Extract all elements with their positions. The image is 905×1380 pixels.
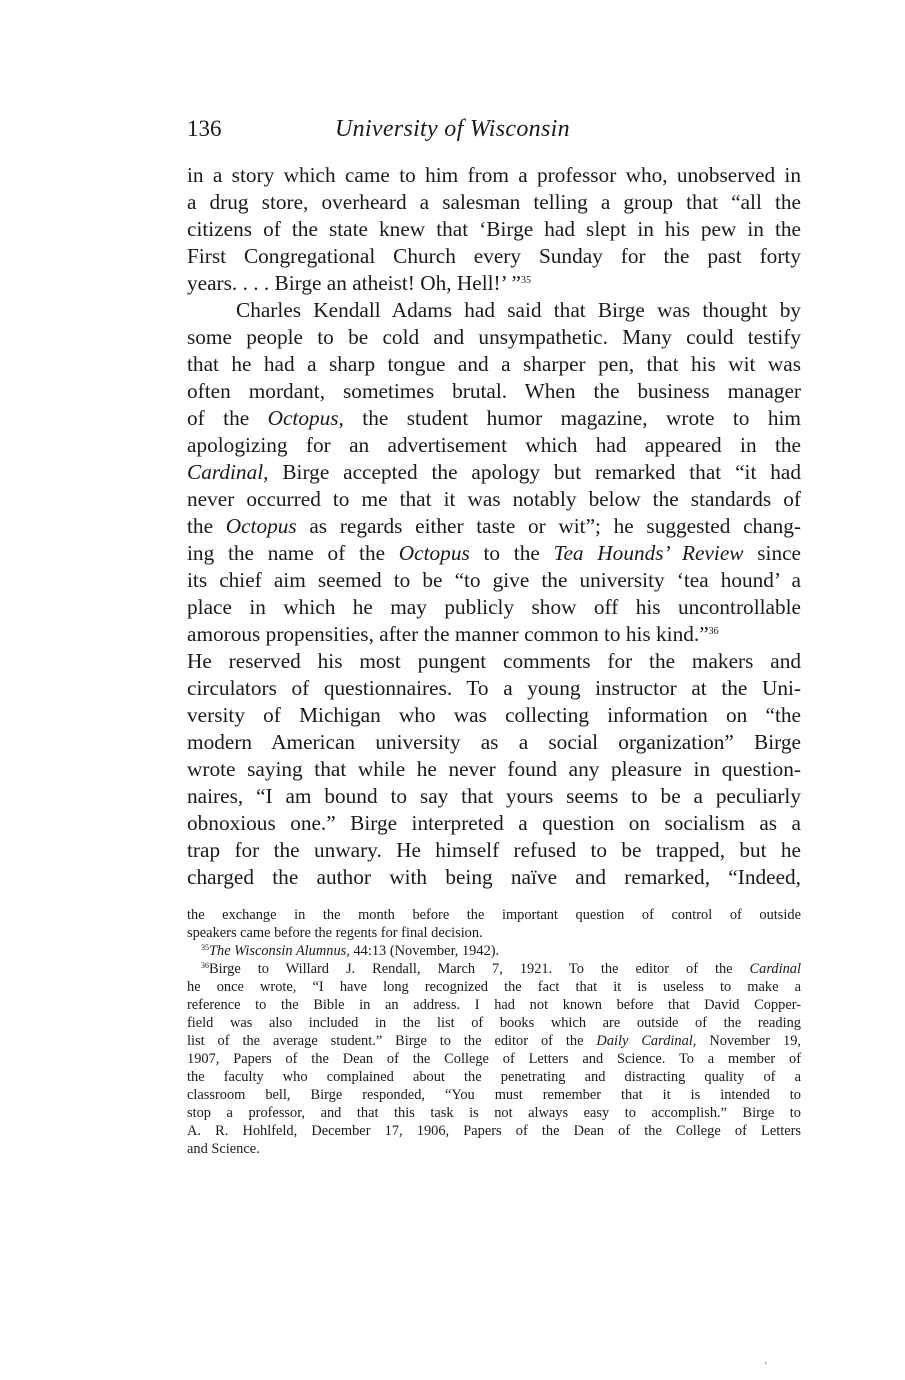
body-line: obnoxious one.” Birge interpreted a question on socialism as a [187,811,801,835]
body-line: of the Octopus, the student humor magazine, wrote to him [187,406,801,430]
footnote-35: $^{35}$The Wisconsin Alumnus, 44:13 (November, 1942). [201,943,500,959]
running-header [187,116,801,150]
body-line: wrote saying that while he never found any pleasure in question- [187,757,801,781]
body-line: Cardinal, Birge accepted the apology but remarked that “it had [187,460,801,484]
body-line: a drug store, overheard a salesman telling a group that “all the [187,190,801,214]
footnote-line: classroom bell, Birge responded, “You must remember that it is intended to [187,1087,801,1103]
body-line: never occurred to me that it was notably below the standards of [187,487,801,511]
footnote-line: and Science. [187,1141,260,1157]
footnote-line: stop a professor, and that this task is not always easy to accomplish.” Birge to [187,1105,801,1121]
footnote-ref: 36 [708,626,719,637]
page-mark: ' [765,1361,767,1372]
body-line: years. . . . Birge an atheist! Oh, Hell!’ ”$^{35}$ [187,271,531,295]
footnote-36: $^{36}$Birge to Willard J. Rendall, March 7, 1921. To the editor of the Cardinal [201,961,801,977]
body-line: versity of Michigan who was collecting information on “the [187,703,801,727]
footnote-line: he once wrote, “I have long recognized the fact that it is useless to make a [187,979,801,995]
body-line: First Congregational Church every Sunday for the past forty [187,244,801,268]
body-line: circulators of questionnaires. To a young instructor at the Uni- [187,676,801,700]
body-line: that he had a sharp tongue and a sharper pen, that his wit was [187,352,801,376]
footnote-line: list of the average student.” Birge to the editor of the Daily Cardinal, November 19, [187,1033,801,1049]
body-line: the Octopus as regards either taste or wit”; he suggested chang- [187,514,802,538]
body-line: Charles Kendall Adams had said that Birge was thought by [236,298,801,322]
footnote-line: reference to the Bible in an address. I had not known before that David Copper- [187,997,801,1013]
footnote-line: the faculty who complained about the penetrating and distracting quality of a [187,1069,801,1085]
body-line: place in which he may publicly show off his uncontrollable [187,595,801,619]
body-line: often mordant, sometimes brutal. When the business manager [187,379,801,403]
body-line: He reserved his most pungent comments for the makers and [187,649,801,673]
body-line: charged the author with being naïve and remarked, “Indeed, [187,865,801,889]
footnote-line: field was also included in the list of books which are outside of the reading [187,1015,801,1031]
body-line: trap for the unwary. He himself refused to be trapped, but he [187,838,801,862]
body-line: amorous propensities, after the manner common to his kind.”$^{36}$ [187,622,719,646]
body-line: modern American university as a social organization” Birge [187,730,801,754]
page-number: 136 [187,116,222,141]
body-line: naires, “I am bound to say that yours seems to be a peculiarly [187,784,801,808]
footnote-ref: 35 [520,275,531,286]
body-line: its chief aim seemed to be “to give the university ‘tea hound’ a [187,568,801,592]
body-line: apologizing for an advertisement which had appeared in the [187,433,801,457]
footnote-line: A. R. Hohlfeld, December 17, 1906, Papers of the Dean of the College of Letters [187,1123,801,1139]
body-line: some people to be cold and unsympathetic. Many could testify [187,325,801,349]
body-line: ing the name of the Octopus to the Tea Hounds’ Review since [187,541,802,565]
body-line: in a story which came to him from a professor who, unobserved in [187,163,801,187]
footnote-line: 1907, Papers of the Dean of the College of Letters and Science. To a member of [187,1051,801,1067]
footnote-line: speakers came before the regents for final decision. [187,925,483,941]
footnote-line: the exchange in the month before the important question of control of outside [187,907,801,923]
body-line: citizens of the state knew that ‘Birge had slept in his pew in the [187,217,801,241]
running-title: University of Wisconsin [335,116,570,142]
